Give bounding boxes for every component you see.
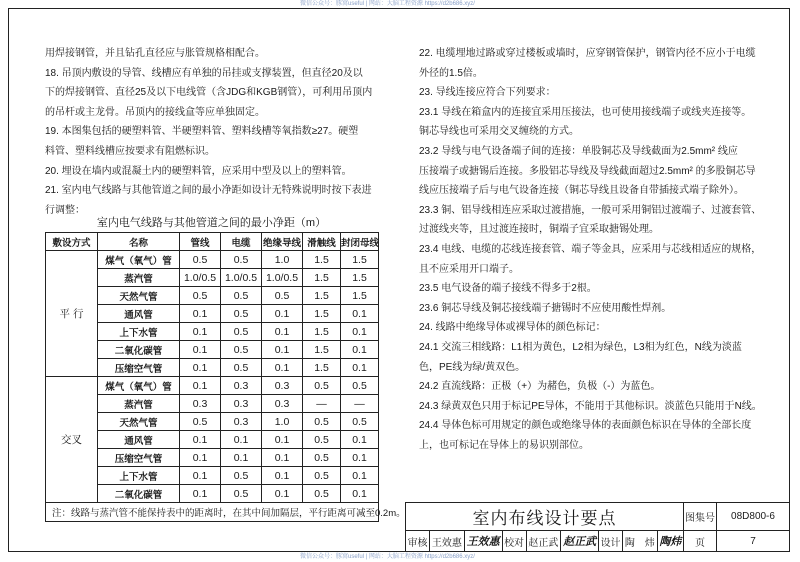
table-header-row xyxy=(46,233,379,251)
text-line: 23.6 铜芯导线及铜芯接线端子搪锡时不应使用酸性焊剂。 xyxy=(419,302,672,314)
clearance-value: 0.1 xyxy=(262,359,303,377)
clearance-value: 0.1 xyxy=(180,377,221,395)
review-label: 审核 xyxy=(406,531,430,552)
pipe-name: 上下水管 xyxy=(98,323,180,341)
text-line: 18. 吊顶内敷设的导管、线槽应有单独的吊挂或支撑装置，但直径20及以 xyxy=(45,67,363,79)
clearance-value: 0.5 xyxy=(221,467,262,485)
page-number: 7 xyxy=(717,531,790,552)
clearance-value: 0.1 xyxy=(341,467,379,485)
clearance-value: 1.5 xyxy=(303,251,341,269)
text-line: 24.1 交流三相线路：L1相为黄色，L2相为绿色，L3相为红色，N线为淡蓝 xyxy=(419,341,742,353)
text-line: 线应压接端子后与电气设备连接（铜芯导线且设备自带插接式端子除外）。 xyxy=(419,185,744,197)
clearance-value: 0.3 xyxy=(221,377,262,395)
group-label: 平 行 xyxy=(46,251,98,377)
table-note: 注：线路与蒸汽管不能保持表中的距离时，在其中间加隔层，平行距离可减至0.2m。 xyxy=(46,503,379,522)
pipe-name: 二氧化碳管 xyxy=(98,341,180,359)
clearance-value: 0.3 xyxy=(262,395,303,413)
text-line: 24.4 导体色标可用规定的颜色或绝缘导体的表面颜色标识在导体的全部长度 xyxy=(419,420,752,432)
pipe-name: 蒸汽管 xyxy=(98,269,180,287)
pipe-name: 压缩空气管 xyxy=(98,359,180,377)
clearance-table xyxy=(45,232,406,522)
group-label: 交叉 xyxy=(46,377,98,503)
text-line: 压接端子或搪锡后连接。多股铝芯导线及导线截面超过2.5mm² 的多股铜芯导 xyxy=(419,165,756,177)
watermark-top: 微信公众号：豚窝useful | 网站：大脑工程资源 https://d2b686.xyz/ xyxy=(300,1,475,7)
text-line: 20. 埋设在墙内或混凝土内的硬塑料管，应采用中型及以上的塑料管。 xyxy=(45,165,352,177)
pipe-name: 天然气管 xyxy=(98,287,180,305)
pipe-name: 煤气（氧气）管 xyxy=(98,377,180,395)
clearance-value: 0.3 xyxy=(180,395,221,413)
clearance-value: 0.5 xyxy=(180,287,221,305)
reviewer-signature: 王效惠 xyxy=(464,531,502,552)
clearance-value: 1.0/0.5 xyxy=(262,269,303,287)
clearance-value: 0.1 xyxy=(341,359,379,377)
clearance-value: 0.1 xyxy=(341,485,379,503)
text-line: 24.3 绿黄双色只用于标记PE导体，不能用于其他标识。淡蓝色只能用于N线。 xyxy=(419,400,762,412)
clearance-value: 0.5 xyxy=(180,251,221,269)
clearance-value: 0.5 xyxy=(303,467,341,485)
clearance-value: 1.5 xyxy=(341,287,379,305)
clearance-value: 0.3 xyxy=(221,395,262,413)
text-line: 23.2 导线与电气设备端子间的连接：单股铜芯及导线截面为2.5mm² 线应 xyxy=(419,145,738,157)
clearance-value: 1.5 xyxy=(341,251,379,269)
text-line: 22. 电缆埋地过路或穿过楼板或墙时，应穿钢管保护，钢管内径不应小于电缆 xyxy=(419,48,756,59)
text-line: 料管、塑料线槽应按要求有阻燃标识。 xyxy=(45,145,215,157)
left-text-column xyxy=(45,44,390,220)
clearance-value: 0.1 xyxy=(180,485,221,503)
clearance-value: 0.5 xyxy=(221,341,262,359)
clearance-value: 0.5 xyxy=(303,431,341,449)
text-line: 铜芯导线也可采用交叉缠绕的方式。 xyxy=(419,126,579,138)
column-header: 管线 xyxy=(180,233,221,251)
clearance-value: 0.1 xyxy=(221,431,262,449)
text-line: 24. 线路中绝缘导体或裸导体的颜色标记： xyxy=(419,322,606,334)
column-header: 滑触线 xyxy=(303,233,341,251)
text-line: 19. 本图集包括的硬塑料管、半硬塑料管、塑料线槽等氧指数≥27。硬塑 xyxy=(45,126,359,138)
clearance-value: 0.5 xyxy=(221,287,262,305)
clearance-value: 0.1 xyxy=(262,305,303,323)
clearance-value: 0.5 xyxy=(221,485,262,503)
text-line: 外径的1.5倍。 xyxy=(419,67,483,79)
clearance-value: 0.5 xyxy=(303,449,341,467)
clearance-value: 0.1 xyxy=(180,305,221,323)
text-line: 23.1 导线在箱盒内的连接宜采用压接法，也可使用接线端子或线夹连接等。 xyxy=(419,106,752,118)
column-header: 绝缘导线 xyxy=(262,233,303,251)
column-header: 名称 xyxy=(98,233,180,251)
drawing-title: 室内布线设计要点 xyxy=(406,503,684,531)
clearance-value: 0.5 xyxy=(341,413,379,431)
clearance-value: 1.5 xyxy=(303,341,341,359)
right-text-column xyxy=(419,44,784,455)
clearance-value: 1.0 xyxy=(262,413,303,431)
checker-signature: 赵正武 xyxy=(561,531,599,552)
pipe-name: 通风管 xyxy=(98,431,180,449)
designer-name: 陶 炜 xyxy=(623,531,658,552)
clearance-value: 1.5 xyxy=(341,269,379,287)
clearance-value: 1.5 xyxy=(303,359,341,377)
clearance-value: 0.1 xyxy=(341,323,379,341)
checker-name: 赵正武 xyxy=(526,531,561,552)
table-row xyxy=(46,251,379,269)
text-line: 23.4 电线、电缆的芯线连接套管、端子等金具，应采用与芯线相适应的规格， xyxy=(419,243,762,255)
page-label: 页 xyxy=(684,531,717,552)
clearance-value: 0.1 xyxy=(341,305,379,323)
clearance-value: 0.1 xyxy=(262,449,303,467)
clearance-value: 0.5 xyxy=(303,485,341,503)
note-row xyxy=(46,503,379,522)
table-caption: 室内电气线路与其他管道之间的最小净距（m） xyxy=(96,217,327,229)
clearance-value: 0.1 xyxy=(262,485,303,503)
clearance-value: 0.5 xyxy=(303,377,341,395)
clearance-value: 0.1 xyxy=(180,449,221,467)
clearance-value: 1.5 xyxy=(303,287,341,305)
clearance-value: 0.3 xyxy=(262,377,303,395)
text-line: 行调整： xyxy=(45,204,85,216)
text-line: 色，PE线为绿/黄双色。 xyxy=(419,361,526,373)
clearance-value: 0.1 xyxy=(180,467,221,485)
pipe-name: 天然气管 xyxy=(98,413,180,431)
watermark-bottom: 微信公众号：豚窝useful | 网站：大脑工程资源 https://d2b686.xyz/ xyxy=(300,554,475,560)
clearance-value: 0.5 xyxy=(262,287,303,305)
pipe-name: 蒸汽管 xyxy=(98,395,180,413)
clearance-value: 0.5 xyxy=(180,413,221,431)
text-line: 24.2 直流线路：正极（+）为赭色，负极（-）为蓝色。 xyxy=(419,381,661,393)
clearance-value: 0.1 xyxy=(221,449,262,467)
clearance-value: 0.1 xyxy=(262,341,303,359)
clearance-value: 1.5 xyxy=(303,323,341,341)
text-line: 23. 导线连接应符合下列要求： xyxy=(419,87,556,99)
clearance-value: 1.5 xyxy=(303,305,341,323)
clearance-value: 0.1 xyxy=(180,431,221,449)
column-header: 敷设方式 xyxy=(46,233,98,251)
clearance-value: 0.5 xyxy=(221,323,262,341)
designer-signature: 陶炜 xyxy=(657,531,683,552)
text-line: 上，也可标记在导体上的易识别部位。 xyxy=(419,439,589,451)
text-line: 的吊杆或主龙骨。吊顶内的接线盒等应单独固定。 xyxy=(45,106,265,118)
reviewer-name: 王效惠 xyxy=(430,531,465,552)
clearance-value: 0.5 xyxy=(303,413,341,431)
pipe-name: 煤气（氧气）管 xyxy=(98,251,180,269)
text-line: 过渡线夹等，且过渡连接时，铜端子宜采取搪锡处理。 xyxy=(419,224,659,236)
clearance-value: 1.0 xyxy=(262,251,303,269)
clearance-value: — xyxy=(341,395,379,413)
clearance-value: 1.5 xyxy=(303,269,341,287)
clearance-value: 0.1 xyxy=(180,341,221,359)
clearance-value: 0.3 xyxy=(221,413,262,431)
clearance-value: 0.1 xyxy=(262,323,303,341)
text-line: 下的焊接钢管、直径25及以下电线管（含JDG和KGB钢管），可利用吊顶内 xyxy=(45,87,373,99)
pipe-name: 压缩空气管 xyxy=(98,449,180,467)
clearance-value: 0.5 xyxy=(221,359,262,377)
clearance-value: 0.1 xyxy=(262,467,303,485)
check-label: 校对 xyxy=(502,531,526,552)
column-header: 电缆 xyxy=(221,233,262,251)
clearance-value: 0.1 xyxy=(180,359,221,377)
atlas-label: 图集号 xyxy=(684,503,717,531)
clearance-value: 0.1 xyxy=(341,431,379,449)
clearance-value: 0.1 xyxy=(341,449,379,467)
clearance-value: 0.5 xyxy=(221,305,262,323)
pipe-name: 二氧化碳管 xyxy=(98,485,180,503)
pipe-name: 通风管 xyxy=(98,305,180,323)
text-line: 23.3 铜、铝导线相连应采取过渡措施，一般可采用铜铝过渡端子、过渡套管、 xyxy=(419,204,762,216)
design-label: 设计 xyxy=(599,531,623,552)
title-block xyxy=(405,502,790,552)
pipe-name: 上下水管 xyxy=(98,467,180,485)
text-line: 21. 室内电气线路与其他管道之间的最小净距如设计无特殊说明时按下表进 xyxy=(45,185,372,197)
clearance-value: — xyxy=(303,395,341,413)
clearance-value: 0.1 xyxy=(341,341,379,359)
clearance-value: 1.0/0.5 xyxy=(221,269,262,287)
table-row xyxy=(46,377,379,395)
clearance-value: 0.5 xyxy=(221,251,262,269)
clearance-value: 1.0/0.5 xyxy=(180,269,221,287)
text-line: 23.5 电气设备的端子接线不得多于2根。 xyxy=(419,283,597,295)
clearance-value: 0.5 xyxy=(341,377,379,395)
column-header: 封闭母线 xyxy=(341,233,379,251)
clearance-value: 0.1 xyxy=(262,431,303,449)
text-line: 用焊接钢管，并且钻孔直径应与胀管规格相配合。 xyxy=(45,48,265,59)
clearance-value: 0.1 xyxy=(180,323,221,341)
text-line: 且不应采用开口端子。 xyxy=(419,263,519,275)
atlas-number: 08D800-6 xyxy=(717,503,790,531)
